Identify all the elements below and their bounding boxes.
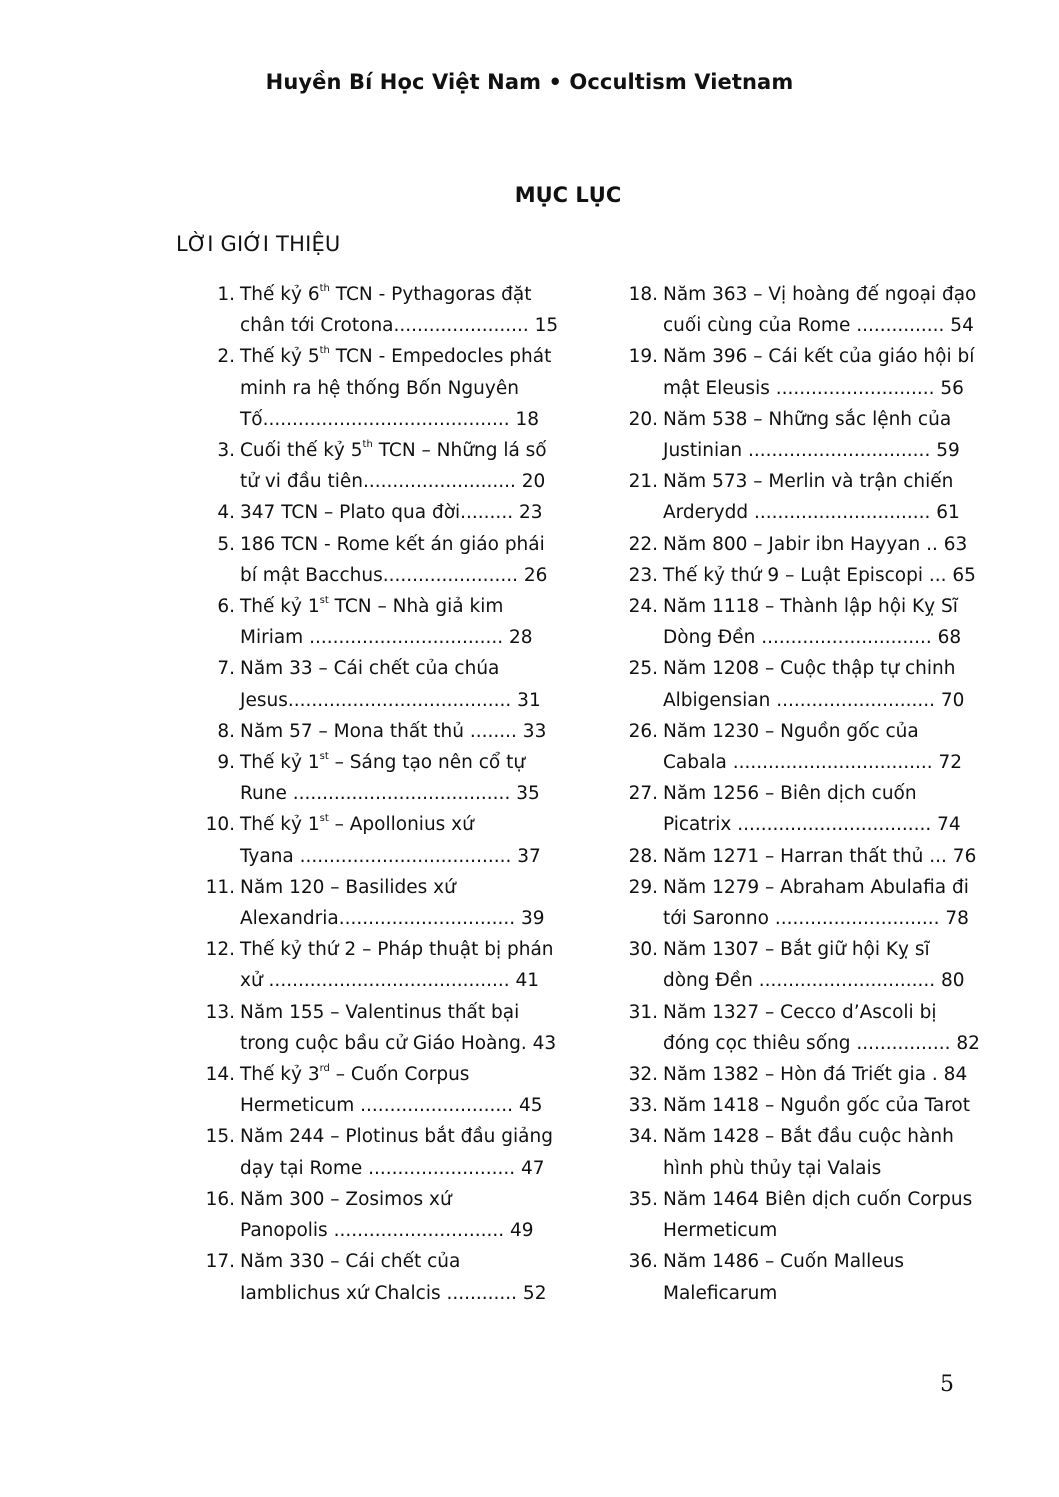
toc-entry-text	[663, 1184, 972, 1246]
toc-entry-line	[663, 934, 972, 965]
toc-text-segment: Năm 330 – Cái chết của	[240, 1251, 461, 1273]
toc-entry-text	[663, 279, 976, 341]
toc-entry-text	[663, 997, 980, 1059]
toc-text-segment: Năm 573 – Merlin và trận chiến	[663, 471, 954, 493]
toc-text-segment: 347 TCN – Plato qua đời......... 23	[240, 502, 543, 524]
toc-entry	[612, 1246, 972, 1308]
toc-text-segment: dạy tại Rome ......................... 47	[240, 1157, 545, 1179]
toc-entry-line	[240, 1246, 546, 1277]
toc-entry-number: 21.	[628, 471, 658, 493]
toc-entry-line	[663, 466, 972, 497]
toc-entry-text	[240, 435, 547, 497]
toc-entry-line	[240, 1121, 553, 1152]
toc-entry	[176, 1121, 553, 1183]
toc-entry-text	[663, 841, 976, 872]
toc-entry-text	[663, 404, 972, 466]
toc-entry-text	[663, 341, 974, 403]
toc-entry-number: 19.	[628, 346, 658, 368]
toc-column-left	[176, 279, 559, 1309]
toc-text-segment: – Apollonius xứ	[328, 814, 474, 836]
toc-entry-text	[240, 872, 546, 934]
toc-text-segment: – Cuốn Corpus	[329, 1064, 470, 1086]
toc-entry-number: 13.	[205, 1001, 235, 1023]
toc-entry-number: 32.	[628, 1064, 658, 1086]
toc-entry-number: 26.	[628, 720, 658, 742]
toc-text-segment: Thế kỷ thứ 2 – Pháp thuật bị phán	[240, 939, 554, 961]
toc-text-segment: Năm 1382 – Hòn đá Triết gia . 84	[663, 1064, 968, 1086]
toc-entry-line	[663, 809, 972, 840]
toc-text-segment: Năm 1307 – Bắt giữ hội Kỵ sĩ	[663, 939, 930, 961]
toc-text-segment: Năm 1428 – Bắt đầu cuộc hành	[663, 1126, 954, 1148]
ordinal-suffix: st	[319, 595, 329, 607]
toc-entry	[612, 716, 972, 778]
toc-text-segment: Năm 1486 – Cuốn Malleus	[663, 1251, 905, 1273]
toc-entry-line	[240, 560, 547, 591]
toc-entry-line	[663, 560, 976, 591]
toc-entry-text	[663, 872, 972, 934]
toc-entry-line	[663, 841, 976, 872]
toc-entry-line	[663, 716, 972, 747]
toc-entry-line	[240, 1153, 553, 1184]
running-header: Huyền Bí Học Việt Nam • Occultism Vietnam	[265, 70, 794, 94]
toc-entry-line	[663, 529, 972, 560]
toc-entry-text	[663, 560, 976, 591]
toc-entry	[176, 934, 554, 996]
toc-entry-text	[663, 1246, 972, 1308]
toc-text-segment: Năm 396 – Cái kết của giáo hội bí	[663, 346, 975, 368]
toc-text-segment: Năm 1230 – Nguồn gốc của	[663, 720, 919, 742]
toc-entry-line	[240, 1059, 546, 1090]
toc-entry-text	[240, 279, 558, 341]
ordinal-suffix: th	[362, 439, 373, 451]
toc-entry-line	[663, 1090, 972, 1121]
toc-entry	[612, 279, 977, 341]
toc-entry-number: 2.	[217, 346, 235, 368]
toc-text-segment: 186 TCN - Rome kết án giáo phái	[240, 533, 545, 555]
toc-text-segment: Jesus...................................... 31	[240, 689, 541, 711]
toc-entry	[176, 716, 546, 747]
toc-text-segment: Alexandria.............................. 39	[240, 908, 545, 930]
toc-entry-number: 8.	[217, 720, 235, 742]
toc-entry-number: 11.	[205, 876, 235, 898]
toc-text-segment: Năm 538 – Những sắc lệnh của	[663, 408, 952, 430]
toc-entry-number: 22.	[628, 533, 658, 555]
toc-text-segment: Năm 363 – Vị hoàng đế ngoại đạo	[663, 284, 977, 305]
toc-entry-line	[663, 653, 972, 684]
toc-text-segment: Năm 1118 – Thành lập hội Kỵ Sĩ	[663, 596, 958, 618]
toc-text-segment: Thế kỷ 5	[240, 346, 320, 368]
toc-text-segment: đóng cọc thiêu sống ................ 82	[663, 1032, 980, 1054]
toc-entry-number: 6.	[217, 596, 235, 618]
toc-text-segment: Năm 120 – Basilides xứ	[240, 876, 456, 898]
toc-text-segment: chân tới Crotona....................... 15	[240, 315, 559, 337]
toc-text-segment: tới Saronno ............................ 78	[663, 908, 969, 930]
toc-entry-line	[240, 1090, 546, 1121]
toc-entry-line	[663, 591, 972, 622]
ordinal-suffix: st	[319, 751, 329, 763]
toc-entry-line	[663, 310, 976, 341]
toc-entry	[176, 435, 546, 497]
toc-text-segment: Tyana .................................... 37	[240, 845, 541, 867]
toc-entry-line	[663, 903, 972, 934]
toc-text-segment: bí mật Bacchus....................... 26	[240, 564, 548, 586]
toc-entry-text	[663, 529, 972, 560]
toc-entry-number: 10.	[205, 814, 235, 836]
toc-entry-number: 27.	[628, 783, 658, 805]
toc-column-right	[612, 279, 980, 1309]
toc-text-segment: Năm 1271 – Harran thất thủ ... 76	[663, 845, 977, 867]
toc-entry	[176, 1184, 546, 1246]
toc-entry	[612, 466, 972, 528]
toc-entry-line	[663, 1246, 972, 1277]
toc-entry-text	[240, 716, 546, 747]
toc-entry-text	[240, 1121, 553, 1183]
toc-text-segment: mật Eleusis ........................... 56	[663, 377, 964, 399]
toc-text-segment: TCN - Empedocles phát	[329, 346, 552, 368]
toc-entry-number: 7.	[217, 658, 235, 680]
toc-entry-text	[240, 653, 546, 715]
toc-entry-number: 31.	[628, 1001, 658, 1023]
toc-entry-text	[240, 809, 546, 871]
toc-entry	[176, 1246, 546, 1308]
toc-text-segment: Thế kỷ 1	[240, 814, 320, 836]
toc-text-segment: Năm 1256 – Biên dịch cuốn	[663, 783, 917, 805]
toc-text-segment: Maleficarum	[663, 1282, 778, 1304]
toc-text-segment: Justinian ............................... 59	[663, 440, 960, 462]
toc-entry	[176, 747, 546, 809]
toc-text-segment: Cabala .................................. 72	[663, 752, 963, 774]
toc-text-segment: TCN – Những lá số	[372, 440, 547, 462]
toc-text-segment: tử vi đầu tiên.......................... 20	[240, 471, 546, 493]
intro-heading: LỜI GIỚI THIỆU	[176, 232, 341, 256]
toc-entry-line	[240, 373, 551, 404]
toc-entry-line	[240, 997, 556, 1028]
toc-text-segment: Thế kỷ 1	[240, 752, 320, 774]
toc-text-segment: TCN – Nhà giả kim	[328, 596, 504, 618]
toc-entry-number: 24.	[628, 596, 658, 618]
toc-entry-line	[663, 497, 972, 528]
toc-text-segment: Năm 1327 – Cecco d’Ascoli bị	[663, 1001, 937, 1023]
toc-entry-text	[240, 341, 551, 435]
toc-entry	[176, 497, 546, 528]
toc-text-segment: trong cuộc bầu cử Giáo Hoàng. 43	[240, 1032, 557, 1054]
toc-entry	[612, 591, 972, 653]
toc-text-segment: Rune ..................................... 35	[240, 783, 540, 805]
toc-entry	[612, 934, 972, 996]
toc-text-segment: minh ra hệ thống Bốn Nguyên	[240, 377, 519, 399]
toc-entry-line	[663, 622, 972, 653]
toc-entry	[612, 1090, 972, 1121]
toc-entry-line	[663, 1028, 980, 1059]
toc-entry-number: 17.	[205, 1251, 235, 1273]
toc-entry-text	[663, 934, 972, 996]
toc-entry-line	[240, 809, 546, 840]
toc-entry-line	[240, 1278, 546, 1309]
toc-entry-number: 5.	[217, 533, 235, 555]
toc-entry-line	[240, 841, 546, 872]
toc-entry-line	[663, 1215, 972, 1246]
toc-entry	[176, 341, 552, 435]
toc-entry-line	[240, 685, 546, 716]
toc-text-segment: Năm 33 – Cái chết của chúa	[240, 658, 500, 680]
toc-entry-line	[663, 341, 974, 372]
toc-entry-number: 36.	[628, 1251, 658, 1273]
toc-text-segment: – Sáng tạo nên cổ tự	[328, 752, 526, 774]
toc-entry-line	[240, 435, 547, 466]
toc-entry-number: 23.	[628, 564, 658, 586]
toc-entry-line	[240, 497, 546, 528]
toc-entry-text	[240, 529, 547, 591]
toc-entry-line	[240, 341, 551, 372]
toc-text-segment: Năm 155 – Valentinus thất bại	[240, 1001, 520, 1023]
ordinal-suffix: th	[319, 345, 330, 357]
toc-text-segment: xử ......................................... 41	[240, 970, 540, 992]
toc-entry-number: 12.	[205, 939, 235, 961]
toc-entry-line	[240, 1215, 546, 1246]
toc-entry-number: 29.	[628, 876, 658, 898]
toc-entry-line	[240, 279, 558, 310]
toc-entry-number: 18.	[628, 284, 658, 305]
toc-text-segment: cuối cùng của Rome ............... 54	[663, 315, 974, 337]
toc-text-segment: Thế kỷ 6	[240, 284, 320, 305]
toc-text-segment: Thế kỷ 1	[240, 596, 320, 618]
toc-entry	[612, 841, 977, 872]
toc-text-segment: Panopolis ............................. 49	[240, 1220, 534, 1242]
toc-entry-text	[240, 934, 554, 996]
toc-entry-line	[663, 747, 972, 778]
toc-entry	[176, 809, 546, 871]
toc-entry-text	[663, 591, 972, 653]
toc-text-segment: Albigensian ........................... 70	[663, 689, 965, 711]
toc-entry	[612, 1184, 972, 1246]
toc-entry	[176, 872, 546, 934]
toc-entry-text	[240, 1059, 546, 1121]
page-number: 5	[940, 1372, 954, 1397]
toc-entry-line	[240, 466, 547, 497]
toc-entry-number: 25.	[628, 658, 658, 680]
toc-entry-line	[240, 1184, 546, 1215]
toc-entry-line	[240, 778, 546, 809]
toc-entry	[612, 872, 972, 934]
toc-entry-text	[240, 497, 546, 528]
toc-text-segment: Thế kỷ thứ 9 – Luật Episcopi ... 65	[663, 564, 976, 586]
toc-text-segment: hình phù thủy tại Valais	[663, 1157, 882, 1179]
toc-entry-line	[663, 1153, 972, 1184]
toc-entry-number: 15.	[205, 1126, 235, 1148]
toc-entry	[612, 653, 972, 715]
toc-entry-number: 3.	[217, 440, 235, 462]
toc-entry-number: 14.	[205, 1064, 235, 1086]
toc-text-segment: Miriam ................................. 28	[240, 627, 533, 649]
toc-text-segment: Năm 244 – Plotinus bắt đầu giảng	[240, 1126, 553, 1148]
toc-text-segment: Arderydd .............................. 61	[663, 502, 960, 524]
toc-text-segment: Thế kỷ 3	[240, 1064, 320, 1086]
toc-entry	[176, 653, 546, 715]
toc-entry-line	[663, 685, 972, 716]
toc-text-segment: Iamblichus xứ Chalcis ............ 52	[240, 1282, 547, 1304]
toc-entry-number: 35.	[628, 1188, 658, 1210]
toc-entry-line	[240, 934, 554, 965]
toc-entry-line	[240, 903, 546, 934]
toc-entry-line	[240, 747, 546, 778]
toc-text-segment: Cuối thế kỷ 5	[240, 440, 363, 462]
toc-entry	[176, 1059, 546, 1121]
toc-title: MỤC LỤC	[514, 183, 622, 207]
toc-entry-line	[240, 872, 546, 903]
toc-text-segment: TCN - Pythagoras đặt	[329, 284, 532, 305]
toc-entry-number: 33.	[628, 1095, 658, 1117]
toc-entry	[612, 404, 972, 466]
toc-entry-text	[663, 716, 972, 778]
toc-entry	[612, 1121, 972, 1183]
toc-entry-line	[663, 435, 972, 466]
toc-entry-number: 28.	[628, 845, 658, 867]
toc-entry-text	[663, 653, 972, 715]
toc-text-segment: Năm 800 – Jabir ibn Hayyan .. 63	[663, 533, 968, 555]
toc-entry-number: 9.	[217, 752, 235, 774]
toc-entry-line	[663, 872, 972, 903]
toc-entry-text	[663, 1121, 972, 1183]
toc-entry	[612, 529, 972, 560]
toc-entry-line	[240, 404, 551, 435]
toc-text-segment: Hermeticum	[663, 1220, 778, 1242]
toc-entry	[176, 279, 559, 341]
toc-entry-line	[663, 997, 980, 1028]
toc-entry	[612, 1059, 972, 1090]
toc-text-segment: Dòng Đền ............................. 68	[663, 627, 962, 649]
toc-entry-number: 30.	[628, 939, 658, 961]
toc-text-segment: Tố.......................................... 18	[240, 408, 540, 430]
toc-text-segment: Hermeticum .......................... 45	[240, 1095, 543, 1117]
toc-entry-number: 1.	[217, 284, 235, 305]
toc-entry-text	[240, 997, 556, 1059]
toc-entry	[176, 997, 557, 1059]
toc-entry-line	[240, 716, 546, 747]
toc-entry-line	[663, 373, 974, 404]
toc-text-segment: Năm 1418 – Nguồn gốc của Tarot	[663, 1095, 970, 1117]
toc-entry-text	[240, 747, 546, 809]
toc-text-segment: Picatrix ................................. 74	[663, 814, 961, 836]
toc-entry-line	[240, 622, 546, 653]
toc-text-segment: Năm 57 – Mona thất thủ ........ 33	[240, 720, 547, 742]
toc-entry-line	[240, 1028, 556, 1059]
toc-entry-line	[240, 653, 546, 684]
toc-entry-line	[663, 1121, 972, 1152]
ordinal-suffix: st	[319, 813, 329, 825]
toc-text-segment: Năm 300 – Zosimos xứ	[240, 1188, 452, 1210]
toc-entry	[176, 529, 546, 591]
toc-text-segment: Năm 1208 – Cuộc thập tự chinh	[663, 658, 956, 680]
toc-entry	[176, 591, 546, 653]
toc-entry-line	[663, 1059, 972, 1090]
toc-entry	[612, 341, 975, 403]
toc-text-segment: dòng Đền .............................. 80	[663, 970, 965, 992]
toc-entry-line	[240, 529, 547, 560]
toc-entry-line	[663, 279, 976, 310]
toc-entry-text	[663, 1059, 972, 1090]
toc-entry-line	[663, 965, 972, 996]
toc-entry-line	[663, 1278, 972, 1309]
toc-entry-number: 16.	[205, 1188, 235, 1210]
toc-entry-text	[240, 591, 546, 653]
toc-entry-number: 20.	[628, 408, 658, 430]
toc-entry	[612, 560, 976, 591]
ordinal-suffix: th	[319, 283, 330, 294]
toc-entry-line	[663, 1184, 972, 1215]
toc-entry-number: 34.	[628, 1126, 658, 1148]
toc-text-segment: Năm 1464 Biên dịch cuốn Corpus	[663, 1188, 973, 1210]
toc-text-segment: Năm 1279 – Abraham Abulafia đi	[663, 876, 969, 898]
toc-entry-text	[240, 1246, 546, 1308]
toc-entry-text	[663, 778, 972, 840]
toc-entry-text	[663, 466, 972, 528]
toc-entry-text	[240, 1184, 546, 1246]
toc-entry-text	[663, 1090, 972, 1121]
toc-entry-line	[240, 591, 546, 622]
toc-entry-number: 4.	[217, 502, 235, 524]
toc-entry-line	[663, 404, 972, 435]
toc-entry	[612, 997, 980, 1059]
toc-entry-line	[240, 310, 558, 341]
toc-entry	[612, 778, 972, 840]
ordinal-suffix: rd	[319, 1063, 330, 1075]
toc-entry-line	[663, 778, 972, 809]
toc-entry-line	[240, 965, 554, 996]
